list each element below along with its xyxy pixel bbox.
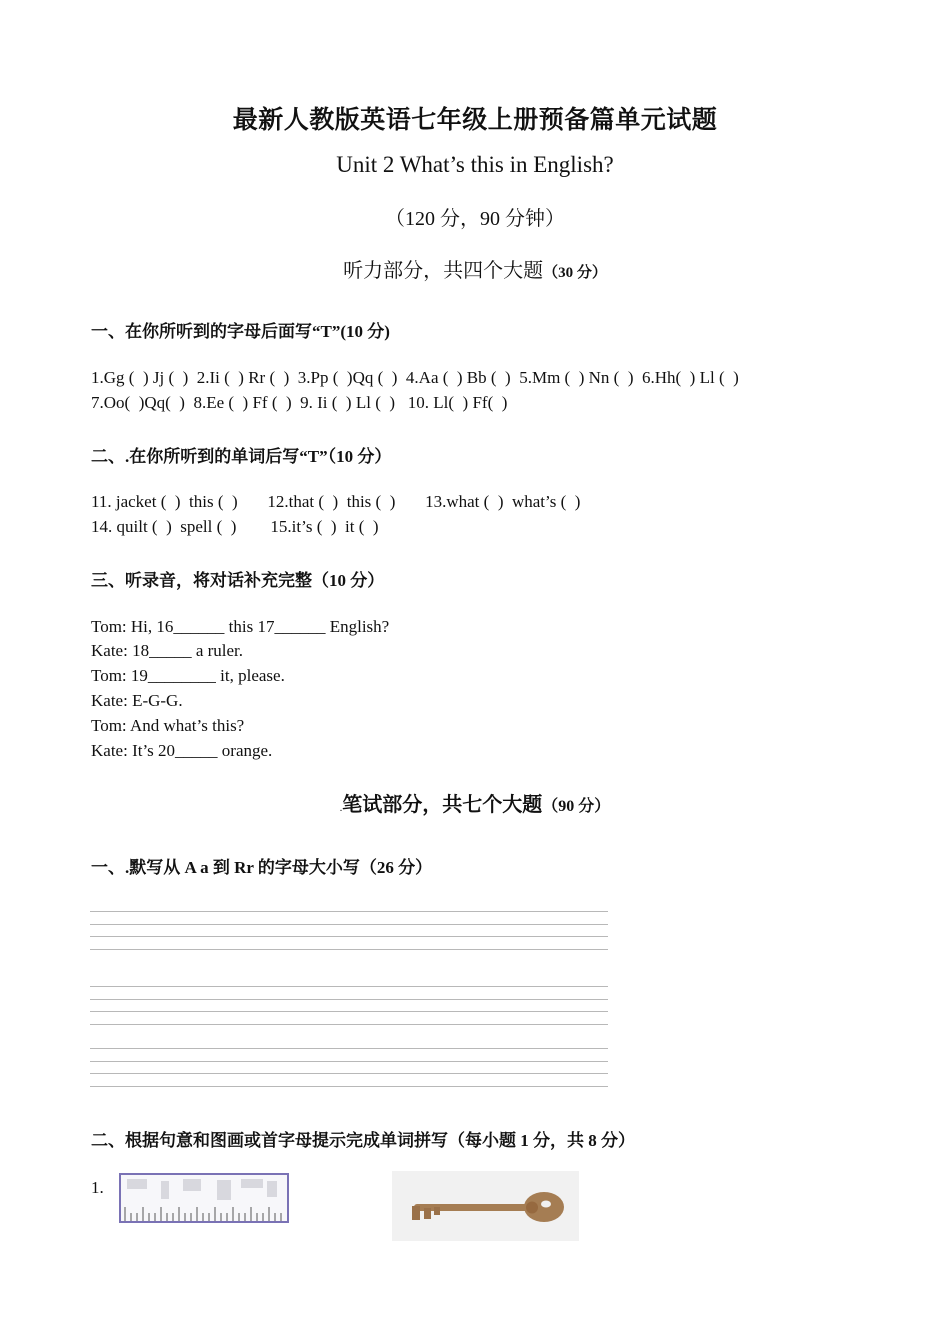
unit-subtitle: Unit 2 What’s this in English?	[336, 152, 614, 177]
letters-line-2: 7.Oo( )Qq( ) 8.Ee ( ) Ff ( ) 9. Ii ( ) Ll ( ) 10. Ll( ) Ff( )	[91, 393, 508, 412]
written-part-points: （90 分）	[542, 798, 611, 815]
page-title: 最新人教版英语七年级上册预备篇单元试题	[232, 107, 718, 134]
key-picture	[392, 1171, 579, 1241]
score-time: （120 分，90 分钟）	[385, 208, 565, 230]
words-line-1: 11. jacket ( ) this ( ) 12.that ( ) this ( ) 13.what ( ) what’s ( )	[91, 492, 581, 511]
section-heading-2: 二、.在你所听到的单词后写“T”（10 分）	[91, 447, 392, 466]
dialogue-line: Kate: 18_____ a ruler.	[91, 641, 244, 660]
dialogue-line: Tom: And what’s this?	[91, 716, 245, 735]
written-part-title	[0, 788, 950, 817]
writing-lines-group-2	[90, 986, 608, 1036]
written-part-dot: .	[339, 803, 343, 814]
words-line-2: 14. quilt ( ) spell ( ) 15.it’s ( ) it ( )	[91, 517, 379, 536]
dialogue-line: Kate: It’s 20_____ orange.	[91, 741, 273, 760]
dialogue-line: Kate: E-G-G.	[91, 691, 183, 710]
section-heading-1: 一、在你所听到的字母后面写“T”(10 分)	[91, 322, 390, 341]
written-heading-2: 二、根据句意和图画或首字母提示完成单词拼写（每小题 1 分，共 8 分）	[91, 1131, 635, 1150]
written-part-label: 笔试部分，共七个大题	[342, 794, 543, 816]
item-number: 1.	[91, 1178, 104, 1197]
listening-part-points: （30 分）	[543, 265, 607, 281]
ruler-icon	[121, 1175, 287, 1221]
writing-lines-group-1	[90, 911, 608, 961]
letters-line-1: 1.Gg ( ) Jj ( ) 2.Ii ( ) Rr ( ) 3.Pp ( )Qq ( ) 4.Aa ( ) Bb ( ) 5.Mm ( ) Nn ( ) 6.Hh( ) Ll ( )	[91, 368, 739, 387]
written-heading-1: 一、.默写从 A a 到 Rr 的字母大小写（26 分）	[91, 858, 433, 877]
writing-lines-group-3	[90, 1048, 608, 1098]
dialogue-line: Tom: Hi, 16______ this 17______ English?	[91, 617, 390, 636]
key-icon	[392, 1171, 579, 1241]
dialogue-line: Tom: 19________ it, please.	[91, 666, 285, 685]
section-heading-3: 三、听录音，将对话补充完整（10 分）	[91, 571, 385, 590]
listening-part-title	[0, 254, 950, 283]
ruler-picture	[119, 1173, 289, 1223]
listening-part-label: 听力部分，共四个大题	[343, 260, 544, 282]
